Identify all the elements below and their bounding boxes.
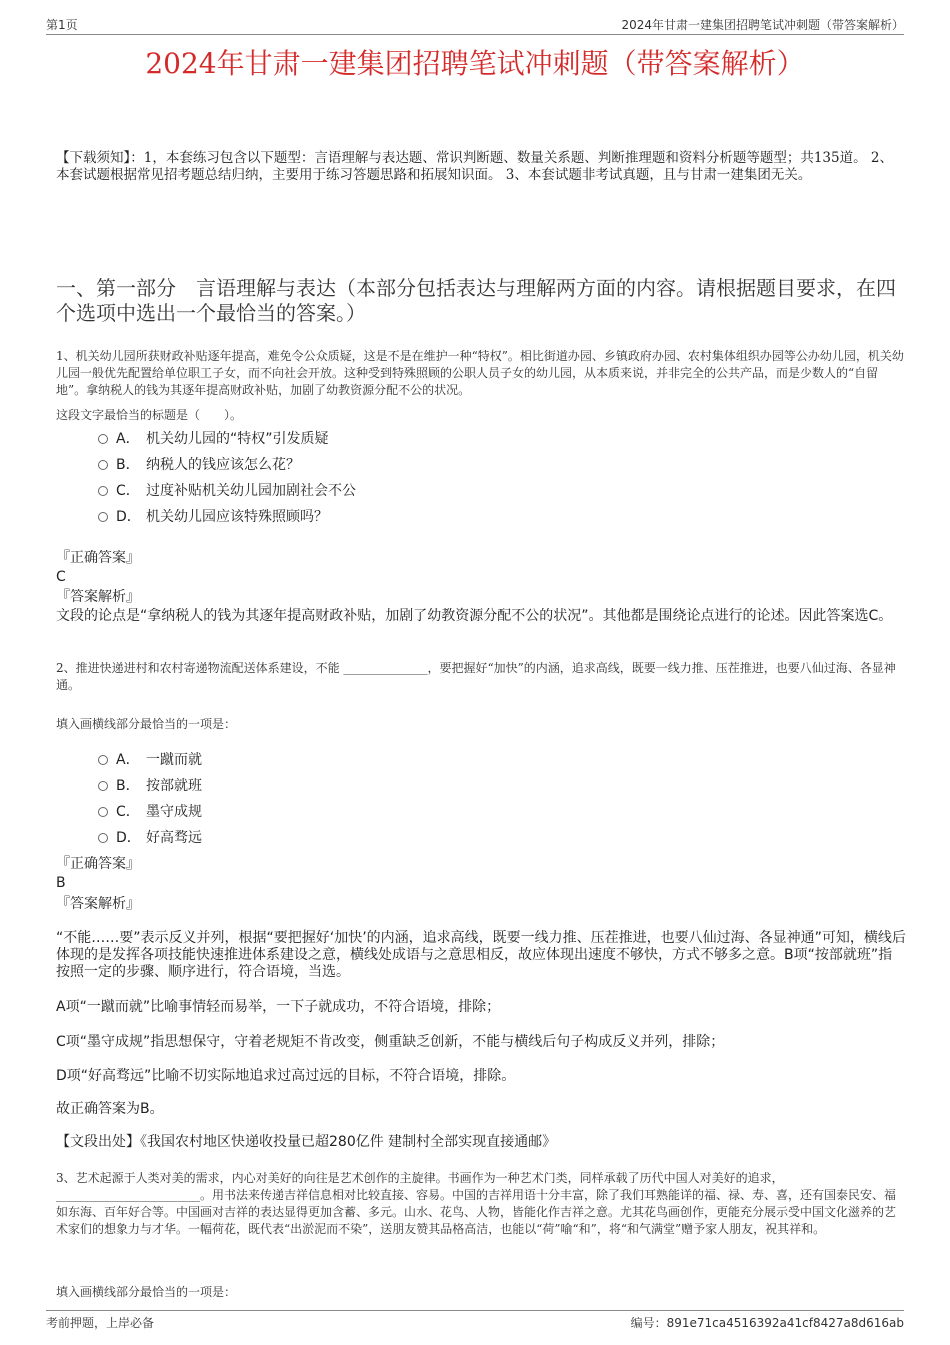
q2-stem: 2、推进快递进村和农村寄递物流配送体系建设，不能 ______________，要把握好“加快”的内涵，追求高线，既要一线力推、压茬推进，也要八仙过海、各显神通。 — [56, 661, 896, 692]
q1-analysis: 文段的论点是“拿纳税人的钱为其逐年提高财政补贴，加剧了幼教资源分配不公的状况”。其他都是围绕论点进行的论述。因此答案选C。 — [56, 608, 893, 624]
radio-icon[interactable] — [98, 781, 108, 791]
download-notice: 【下载须知】：1，本套练习包含以下题型：言语理解与表达题、常识判断题、数量关系题、判断推理题和资料分析题等题型；共135道。 2、本套试题根据常见招考题总结归纳，主要用于练习答题思路和拓展知识面。 3、本套试题非考试真题，且与甘肃一建集团无关。 — [56, 150, 893, 183]
q3-stem: 3、艺术起源于人类对美的需求，内心对美好的向往是艺术创作的主旋律。书画作为一种艺术门类，同样承载了历代中国人对美好的追求，________________________。用书法来传递吉祥信息相对比较直接、容易。中国的吉祥用语十分丰富，除了我们耳熟能详的福、禄、寿、喜，还有国泰民安、福如东海、百年好合等。中国画对吉祥的表达显得更加含蓄、多元。山水、花鸟、人物，皆能化作吉祥之意。尤其花鸟画创作，更能充分展示受中国文化滋养的艺术家们的想象力与才华。一幅荷花，既代表“出淤泥而不染”，送朋友赞其品格高洁，也能以“荷”喻“和”，将“和气满堂”赠予家人朋友，祝其祥和。 — [56, 1171, 897, 1236]
q2-source: 【文段出处】《我国农村地区快递收投量已超280亿件 建制村全部实现直接通邮》 — [56, 1134, 557, 1150]
radio-icon[interactable] — [98, 807, 108, 817]
radio-icon[interactable] — [98, 833, 108, 843]
q2-analysis-c: C项“墨守成规”指思想保守，守着老规矩不肯改变，侧重缺乏创新，不能与横线后句子构成反义并列，排除； — [56, 1034, 725, 1050]
radio-icon[interactable] — [98, 755, 108, 765]
q2-conclusion: 故正确答案为B。 — [56, 1101, 164, 1117]
radio-icon[interactable] — [98, 512, 108, 522]
q1-answer-label: 『正确答案』 — [56, 550, 140, 566]
q2-analysis-label: 『答案解析』 — [56, 896, 140, 912]
q2-analysis-d: D项“好高骛远”比喻不切实际地追求过高过远的目标，不符合语境，排除。 — [56, 1068, 516, 1084]
q1-analysis-label: 『答案解析』 — [56, 589, 140, 605]
footer-slogan: 考前押题，上岸必备 — [46, 1316, 155, 1330]
radio-icon[interactable] — [98, 434, 108, 444]
q1-answer: C — [56, 569, 66, 585]
page-number: 第1页 — [46, 18, 78, 32]
document-title: 2024年甘肃一建集团招聘笔试冲刺题（带答案解析） — [145, 47, 805, 80]
q2-option-b[interactable]: B． 按部就班 — [98, 777, 202, 795]
q1-option-a[interactable]: A． 机关幼儿园的“特权”引发质疑 — [98, 430, 329, 448]
q2-answer: B — [56, 875, 66, 891]
q2-analysis-main: “不能……要”表示反义并列，根据“要把握好‘加快’的内涵，追求高线，既要一线力推、压茬推进，也要八仙过海、各显神通”可知，横线后体现的是发挥各项技能快速推进体系建设之意，横线处成语与之意思相反，故应体现出速度不够快，方式不够多之意。B项“按部就班”指按照一定的步骤、顺序进行，符合语境，当选。 — [56, 930, 906, 980]
page-header — [46, 14, 904, 35]
footer-doc-id: 编号：891e71ca4516392a41cf8427a8d616ab — [630, 1316, 904, 1330]
q1-option-c[interactable]: C． 过度补贴机关幼儿园加剧社会不公 — [98, 482, 356, 500]
q2-option-c[interactable]: C． 墨守成规 — [98, 803, 202, 821]
section-title: 一、第一部分 言语理解与表达（本部分包括表达与理解两方面的内容。请根据题目要求，在四个选项中选出一个最恰当的答案。） — [56, 276, 896, 325]
radio-icon[interactable] — [98, 460, 108, 470]
radio-icon[interactable] — [98, 486, 108, 496]
q1-option-d[interactable]: D． 机关幼儿园应该特殊照顾吗？ — [98, 508, 328, 526]
header-doc-title: 2024年甘肃一建集团招聘笔试冲刺题（带答案解析） — [621, 18, 904, 32]
page-footer — [46, 1310, 904, 1331]
q2-answer-label: 『正确答案』 — [56, 856, 140, 872]
q1-stem: 1、机关幼儿园所获财政补贴逐年提高，难免令公众质疑，这是不是在维护一种“特权”。相比街道办园、乡镇政府办园、农村集体组织办园等公办幼儿园，机关幼儿园一般优先配置给单位职工子女，而不向社会开放。这种受到特殊照顾的公职人员子女的幼儿园，从本质来说，并非完全的公共产品，而是少数人的“自留地”。拿纳税人的钱为其逐年提高财政补贴，加剧了幼教资源分配不公的状况。 — [56, 349, 904, 397]
q2-analysis-a: A项“一蹴而就”比喻事情轻而易举，一下子就成功，不符合语境，排除； — [56, 999, 501, 1015]
q2-option-a[interactable]: A． 一蹴而就 — [98, 751, 202, 769]
q2-prompt: 填入画横线部分最恰当的一项是： — [56, 717, 237, 731]
q3-prompt: 填入画横线部分最恰当的一项是： — [56, 1285, 237, 1299]
q1-option-b[interactable]: B． 纳税人的钱应该怎么花？ — [98, 456, 300, 474]
q1-prompt: 这段文字最恰当的标题是（ ）。 — [56, 408, 243, 422]
q2-option-d[interactable]: D． 好高骛远 — [98, 829, 202, 847]
